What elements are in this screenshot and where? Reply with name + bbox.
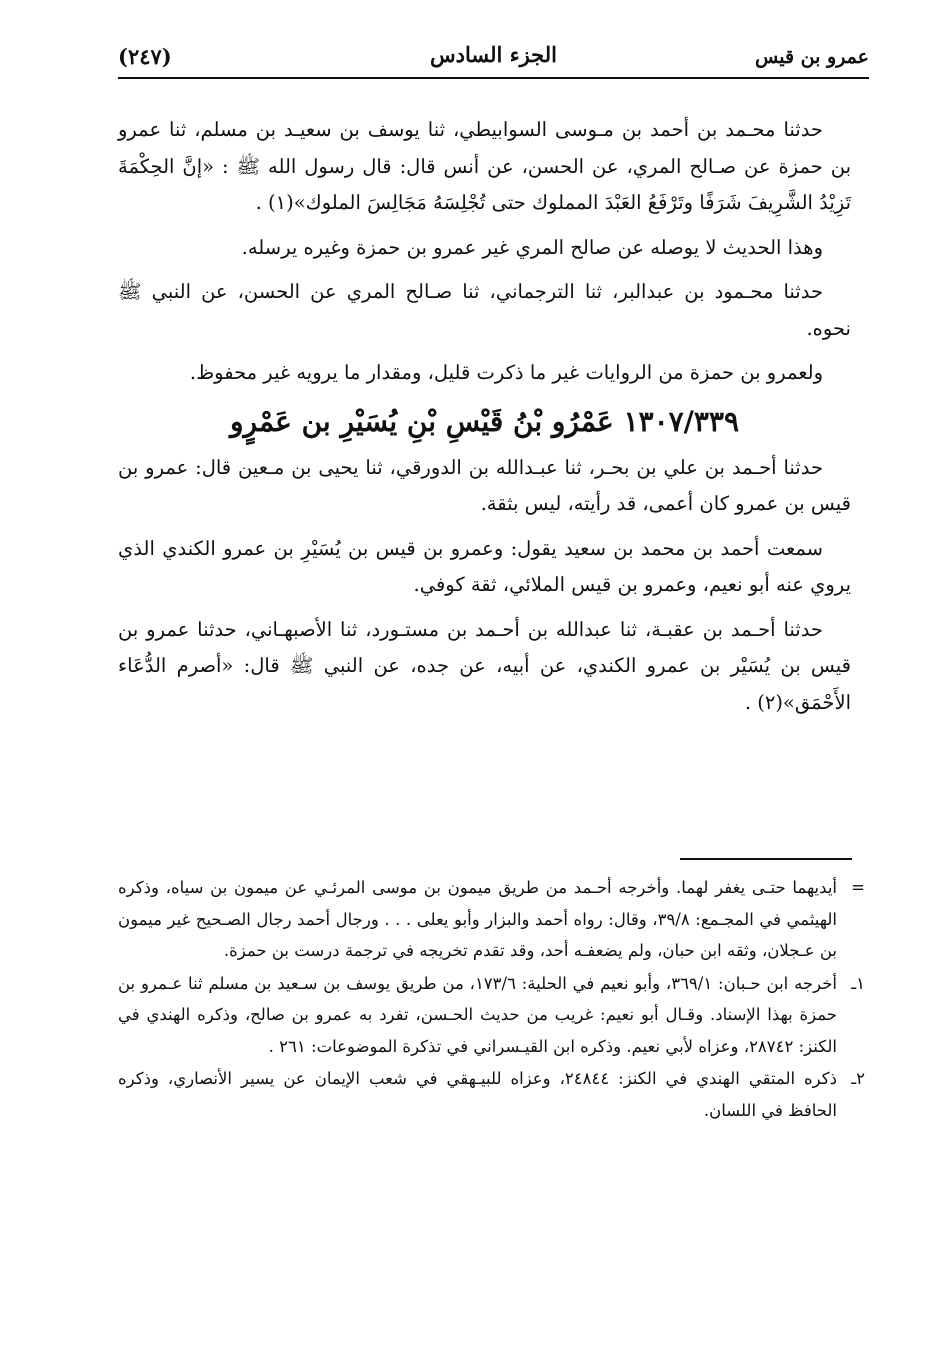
main-text — [118, 112, 851, 729]
paragraph-hadith-3: حدثنا أحـمد بن عقبـة، ثنا عبدالله بن أحـمد بن مستـورد، ثنا الأصبهـاني، حدثنا عمرو بن قيس بن يُسَيْر بن عمرو الكندي، عن أبيه، عن جده، عن النبي ﷺ قال: «أصرم الدُّعَاء الأَحْمَق»(٢) . — [118, 617, 851, 714]
footnote-mark: ٢ـ — [851, 1069, 865, 1088]
page-number: (٢٤٧) — [118, 44, 172, 69]
entry-heading: ١٣٠٧/٣٣٩ عَمْرُو بْنُ قَيْسِ بْنِ يُسَيْرِ بن عَمْرٍو — [230, 404, 739, 438]
footnote-text: أخرجه ابن حـبان: ٣٦٩/١، وأبو نعيم في الحلية: ١٧٣/٦، من طريق يوسف بن سـعيد بن مسلم ثنا عـمرو بن حمزة بهذا الإسناد. وقـال أبو نعيم: غريب من حديث الحـسن، تفرد به عمرو بن صالح، وذكره الهندي في الكنز: ٢٨٧٤٢، وعزاه لأبي نعيم. وذكره ابن القيـسراني في تذكرة الموضوعات: ٢٦١ . — [118, 973, 838, 1056]
header-volume-title: الجزء السادس — [430, 42, 557, 67]
footnote-2 — [118, 1063, 865, 1126]
footnote-divider — [680, 858, 852, 860]
header-divider — [118, 77, 869, 79]
paragraph-hadith-2: حدثنا محـمود بن عبدالبر، ثنا الترجماني، ثنا صـالح المري عن الحسن، عن النبي ﷺ نحوه. — [118, 280, 851, 340]
paragraph-comment-1: وهذا الحديث لا يوصله عن صالح المري غير عمرو بن حمزة وغيره يرسله. — [241, 235, 823, 259]
footnote-text: أيديهما حتـى يغفر لهما. وأخرجه أحـمد من طريق ميمون بن موسى المرئـي عن ميمون بن سياه، وذكره الهيثمي في المجـمع: ٣٩/٨، وقال: رواه أحمد والبزار وأبو يعلى . . . ورجال أحمد رجال الصـحيح غير ميمون بن عـجلان، وثقه ابن حبان، ولم يضعفـه أحد، وقد تقدم تخريجه في ترجمة درست بن حمزة. — [118, 878, 838, 960]
header-entry-name: عمرو بن قيس — [755, 46, 869, 68]
paragraph-hadith-1: حدثنا محـمد بن أحمد بن مـوسى السوابيطي، ثنا يوسف بن سعيـد بن مسلم، ثنا عمرو بن حمزة عن صـالح المري، عن الحسن، عن أنس قال: قال رسول الله ﷺ : «إنَّ الحِكْمَةَ تَزِيْدُ الشَّرِيفَ شَرَفًا وتَرْفَعُ العَبْدَ المملوك حتى تُجْلِسَهُ مَجَالِسَ الملوك»(١) . — [118, 118, 851, 214]
footnote-mark: ١ـ — [851, 973, 865, 993]
footnote-continued — [118, 872, 865, 967]
paragraph-narration-2: سمعت أحمد بن محمد بن سعيد يقول: وعمرو بن قيس بن يُسَيْرِ بن عمرو الكندي الذي يروي عنه أبو نعيم، وعمرو بن قيس الملائي، ثقة كوفي. — [118, 536, 851, 596]
paragraph-narration-1: حدثنا أحـمد بن علي بن بحـر، ثنا عبـدالله بن الدورقي، ثنا يحيى بن مـعين قال: عمرو بن قيس بن عمرو كان أعمى، قد رأيته، ليس بثقة. — [118, 455, 851, 515]
footnote-text: ذكره المتقي الهندي في الكنز: ٢٤٨٤٤، وعزاه للبيـهقي في شعب الإيمان عن يسير الأنصاري، وذكره الحافظ في اللسان. — [118, 1069, 837, 1120]
footnote-mark: = — [851, 878, 865, 897]
footnotes — [118, 872, 865, 1127]
footnote-1 — [118, 968, 865, 1063]
page-header — [118, 38, 869, 74]
paragraph-comment-2: ولعمرو بن حمزة من الروايات غير ما ذكرت قليل، ومقدار ما يرويه غير محفوظ. — [189, 361, 823, 384]
